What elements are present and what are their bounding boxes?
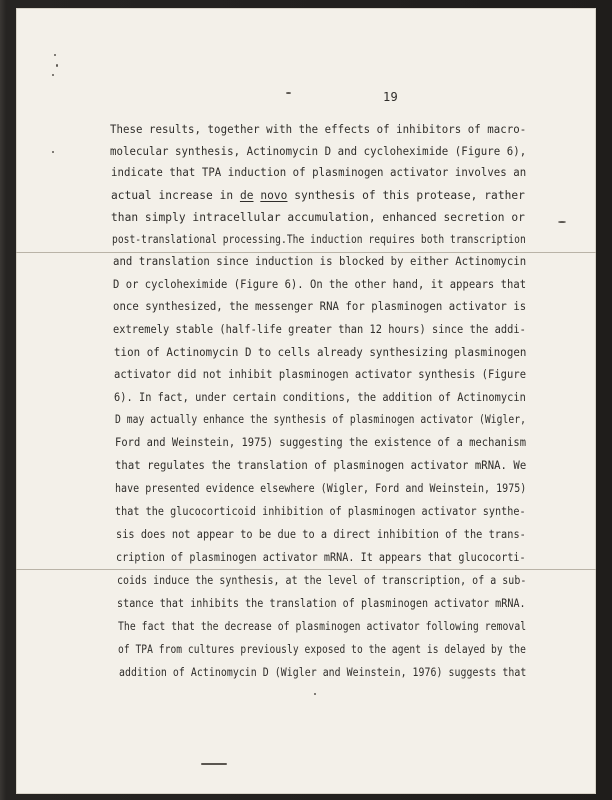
text-line: addition of Actinomycin D (Wigler and Weinstein, 1976) suggests that: [119, 666, 527, 679]
text-line: D or cycloheximide (Figure 6). On the other hand, it appears that: [113, 278, 527, 291]
text-line: cription of plasminogen activator mRNA. It appears that glucocorti-: [116, 551, 526, 564]
text-segment: actual increase in: [111, 189, 240, 202]
text-line: sis does not appear to be due to a direct inhibition of the trans-: [116, 528, 526, 541]
text-line: of TPA from cultures previously exposed to the agent is delayed by the: [118, 643, 526, 656]
text-line: D may actually enhance the synthesis of plasminogen activator (Wigler,: [115, 413, 527, 426]
scan-speck: [201, 763, 227, 765]
text-line: 6). In fact, under certain conditions, the addition of Actinomycin: [114, 391, 526, 404]
text-line: extremely stable (half-life greater than 12 hours) since the addi-: [113, 323, 526, 336]
text-line: tion of Actinomycin D to cells already synthesizing plasminogen: [114, 346, 527, 359]
text-line: stance that inhibits the translation of plasminogen activator mRNA.: [117, 597, 526, 610]
text-line: that the glucocorticoid inhibition of plasminogen activator synthe-: [115, 505, 526, 518]
text-segment: synthesis of this protease, rather: [287, 189, 525, 202]
scan-speck: [52, 74, 54, 76]
text-line: The fact that the decrease of plasminogen activator following removal: [118, 620, 527, 633]
scan-speck: [54, 54, 56, 56]
text-line: than simply intracellular accumulation, enhanced secretion or: [111, 211, 525, 224]
text-line: that regulates the translation of plasminogen activator mRNA. We: [115, 459, 527, 472]
scan-speck: [286, 92, 291, 94]
text-line: These results, together with the effects of inhibitors of macro-: [110, 123, 527, 136]
paste-seam: [16, 569, 596, 570]
text-line: indicate that TPA induction of plasminogen activator involves an: [111, 166, 527, 179]
text-line: post-translational processing.The induction requires both transcription: [112, 233, 526, 246]
text-line: [111, 189, 525, 203]
scan-speck: [52, 151, 54, 153]
text-line: activator did not inhibit plasminogen activator synthesis (Figure: [114, 368, 527, 381]
paste-seam: [16, 252, 596, 253]
text-line: have presented evidence elsewhere (Wigler, Ford and Weinstein, 1975): [115, 482, 527, 495]
scan-speck: [56, 64, 58, 67]
text-line: Ford and Weinstein, 1975) suggesting the existence of a mechanism: [115, 436, 527, 449]
underlined-term: de: [239, 189, 254, 202]
text-line: molecular synthesis, Actinomycin D and cycloheximide (Figure 6),: [110, 145, 527, 158]
underlined-term: novo: [260, 189, 288, 202]
text-line: and translation since induction is blocked by either Actinomycin: [113, 255, 527, 268]
scan-speck: [558, 221, 566, 223]
page-number: 19: [383, 90, 399, 104]
text-line: coids induce the synthesis, at the level of transcription, of a sub-: [117, 574, 527, 587]
scan-speck: [314, 693, 316, 695]
text-line: once synthesized, the messenger RNA for plasminogen activator is: [113, 300, 527, 313]
